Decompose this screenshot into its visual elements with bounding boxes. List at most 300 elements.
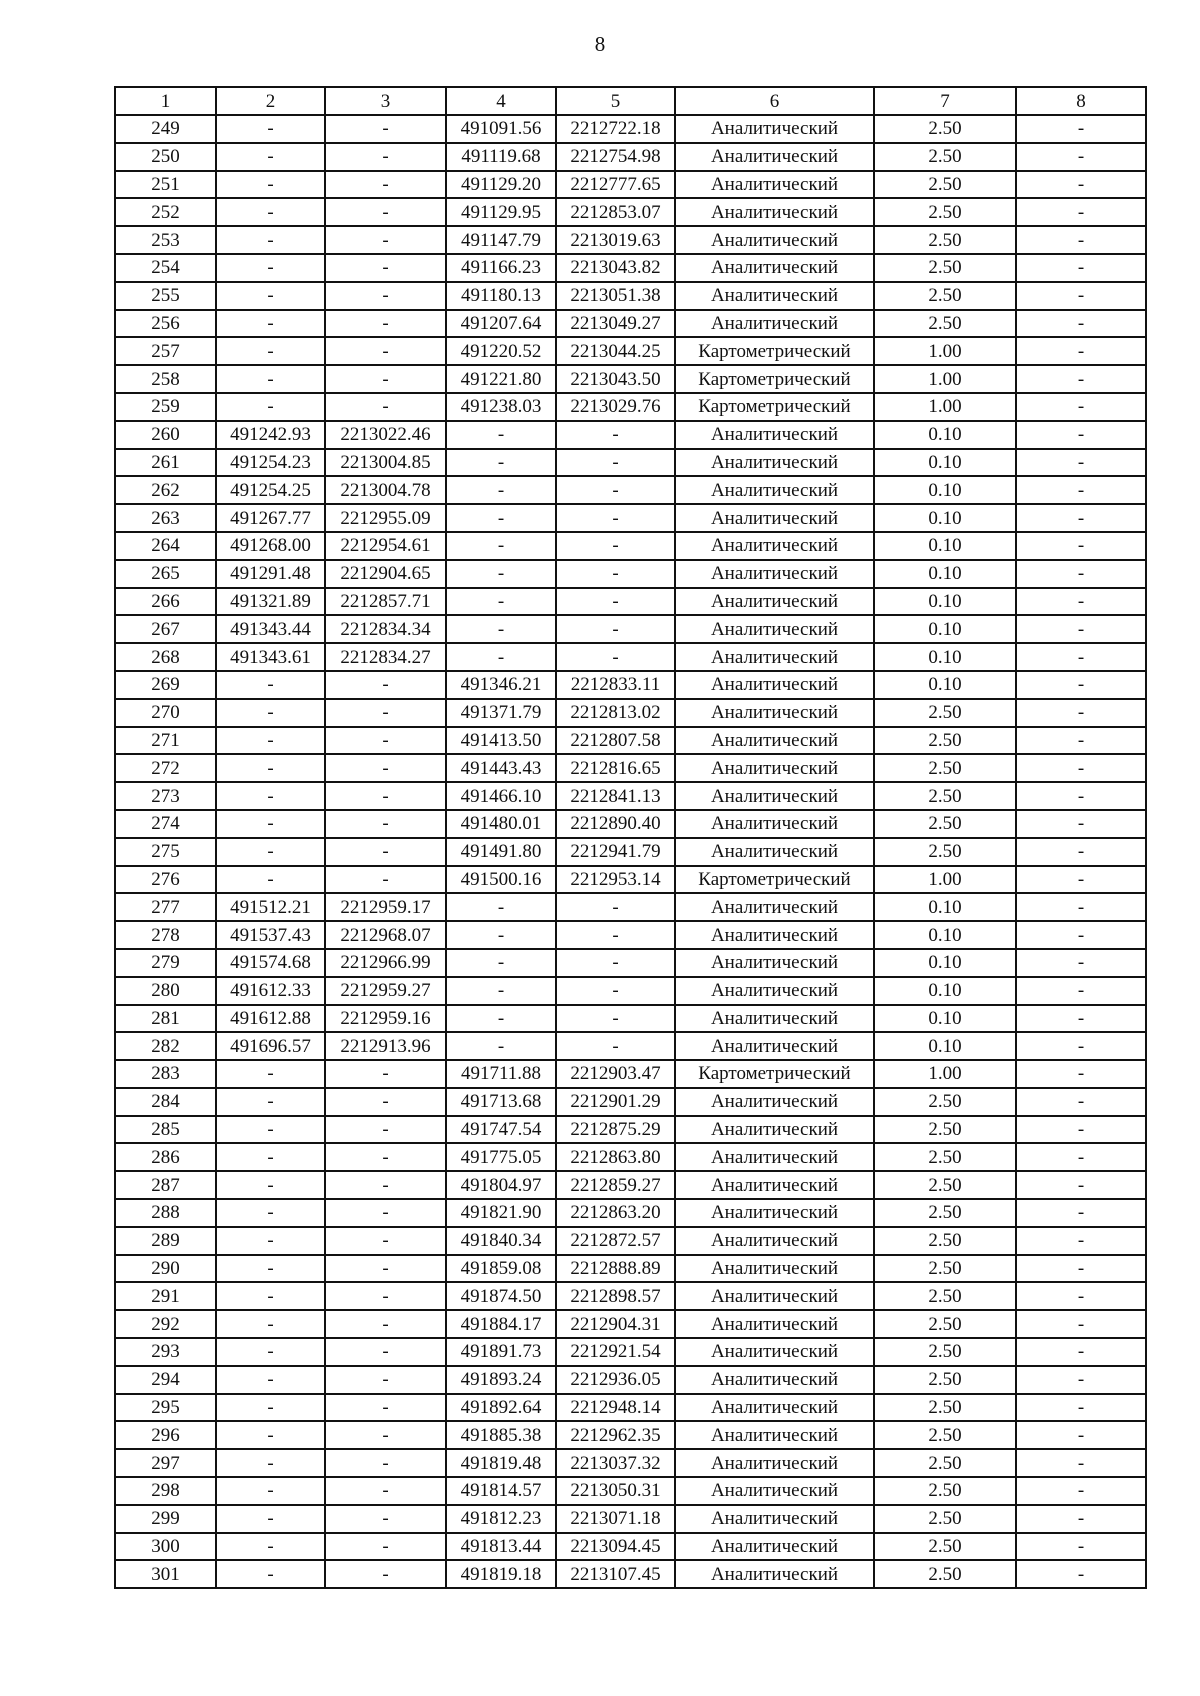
- table-row: [115, 337, 1146, 365]
- y-new-cell: -: [556, 532, 675, 560]
- method-cell: Картометрический: [675, 337, 874, 365]
- x-new-cell: -: [446, 921, 556, 949]
- y-new-cell: 2213050.31: [556, 1477, 675, 1505]
- accuracy-cell: 2.50: [874, 1088, 1016, 1116]
- x-new-cell: 491821.90: [446, 1199, 556, 1227]
- y-new-cell: 2213019.63: [556, 226, 675, 254]
- point-number-cell: 260: [115, 421, 216, 449]
- x-old-cell: -: [216, 810, 325, 838]
- method-cell: Аналитический: [675, 949, 874, 977]
- notes-cell: -: [1016, 1421, 1146, 1449]
- y-old-cell: 2212968.07: [325, 921, 446, 949]
- notes-cell: -: [1016, 1366, 1146, 1394]
- accuracy-cell: 2.50: [874, 282, 1016, 310]
- x-new-cell: -: [446, 893, 556, 921]
- y-new-cell: 2212953.14: [556, 866, 675, 894]
- table-row: [115, 1505, 1146, 1533]
- table-row: [115, 1255, 1146, 1283]
- method-cell: Аналитический: [675, 1421, 874, 1449]
- point-number-cell: 285: [115, 1116, 216, 1144]
- x-old-cell: 491291.48: [216, 560, 325, 588]
- point-number-cell: 299: [115, 1505, 216, 1533]
- point-number-cell: 269: [115, 671, 216, 699]
- accuracy-cell: 0.10: [874, 504, 1016, 532]
- y-old-cell: 2212913.96: [325, 1032, 446, 1060]
- y-new-cell: 2212853.07: [556, 198, 675, 226]
- table-row: [115, 198, 1146, 226]
- method-cell: Аналитический: [675, 1255, 874, 1283]
- accuracy-cell: 0.10: [874, 560, 1016, 588]
- x-new-cell: 491747.54: [446, 1116, 556, 1144]
- accuracy-cell: 2.50: [874, 254, 1016, 282]
- x-new-cell: -: [446, 949, 556, 977]
- x-new-cell: 491840.34: [446, 1227, 556, 1255]
- x-new-cell: 491466.10: [446, 782, 556, 810]
- table-row: [115, 421, 1146, 449]
- notes-cell: -: [1016, 310, 1146, 338]
- method-cell: Аналитический: [675, 1477, 874, 1505]
- table-row: [115, 143, 1146, 171]
- point-number-cell: 251: [115, 171, 216, 199]
- x-old-cell: -: [216, 1394, 325, 1422]
- notes-cell: -: [1016, 588, 1146, 616]
- x-old-cell: 491343.61: [216, 643, 325, 671]
- accuracy-cell: 0.10: [874, 421, 1016, 449]
- y-old-cell: -: [325, 1394, 446, 1422]
- accuracy-cell: 0.10: [874, 1005, 1016, 1033]
- x-old-cell: -: [216, 838, 325, 866]
- y-new-cell: 2213049.27: [556, 310, 675, 338]
- accuracy-cell: 2.50: [874, 1310, 1016, 1338]
- x-new-cell: 491812.23: [446, 1505, 556, 1533]
- y-old-cell: -: [325, 198, 446, 226]
- column-header: 3: [325, 87, 446, 115]
- y-old-cell: -: [325, 171, 446, 199]
- y-new-cell: 2212777.65: [556, 171, 675, 199]
- notes-cell: -: [1016, 1533, 1146, 1561]
- y-new-cell: -: [556, 560, 675, 588]
- point-number-cell: 279: [115, 949, 216, 977]
- table-row: [115, 1199, 1146, 1227]
- y-old-cell: -: [325, 810, 446, 838]
- notes-cell: -: [1016, 1282, 1146, 1310]
- x-new-cell: 491371.79: [446, 699, 556, 727]
- accuracy-cell: 2.50: [874, 1366, 1016, 1394]
- method-cell: Аналитический: [675, 1505, 874, 1533]
- table-row: [115, 1171, 1146, 1199]
- notes-cell: -: [1016, 337, 1146, 365]
- y-old-cell: -: [325, 782, 446, 810]
- x-old-cell: -: [216, 254, 325, 282]
- y-new-cell: -: [556, 643, 675, 671]
- x-new-cell: 491893.24: [446, 1366, 556, 1394]
- y-new-cell: -: [556, 893, 675, 921]
- y-old-cell: -: [325, 1060, 446, 1088]
- accuracy-cell: 2.50: [874, 171, 1016, 199]
- point-number-cell: 287: [115, 1171, 216, 1199]
- notes-cell: -: [1016, 727, 1146, 755]
- method-cell: Аналитический: [675, 1088, 874, 1116]
- method-cell: Аналитический: [675, 727, 874, 755]
- notes-cell: -: [1016, 1449, 1146, 1477]
- y-old-cell: -: [325, 1505, 446, 1533]
- point-number-cell: 254: [115, 254, 216, 282]
- table-row: [115, 254, 1146, 282]
- y-old-cell: -: [325, 1116, 446, 1144]
- notes-cell: -: [1016, 921, 1146, 949]
- table-row: [115, 782, 1146, 810]
- x-new-cell: 491713.68: [446, 1088, 556, 1116]
- table-row: [115, 504, 1146, 532]
- x-new-cell: 491813.44: [446, 1533, 556, 1561]
- accuracy-cell: 0.10: [874, 449, 1016, 477]
- y-old-cell: 2212904.65: [325, 560, 446, 588]
- accuracy-cell: 2.50: [874, 143, 1016, 171]
- accuracy-cell: 2.50: [874, 1255, 1016, 1283]
- y-new-cell: 2212898.57: [556, 1282, 675, 1310]
- y-old-cell: -: [325, 1366, 446, 1394]
- x-old-cell: -: [216, 1449, 325, 1477]
- x-old-cell: -: [216, 115, 325, 143]
- method-cell: Аналитический: [675, 615, 874, 643]
- accuracy-cell: 0.10: [874, 893, 1016, 921]
- point-number-cell: 278: [115, 921, 216, 949]
- method-cell: Аналитический: [675, 476, 874, 504]
- table-row: [115, 476, 1146, 504]
- x-old-cell: -: [216, 1143, 325, 1171]
- y-old-cell: 2212959.16: [325, 1005, 446, 1033]
- y-old-cell: -: [325, 115, 446, 143]
- table-row: [115, 893, 1146, 921]
- y-new-cell: 2213071.18: [556, 1505, 675, 1533]
- table-row: [115, 310, 1146, 338]
- y-new-cell: -: [556, 476, 675, 504]
- method-cell: Аналитический: [675, 643, 874, 671]
- table-row: [115, 532, 1146, 560]
- y-old-cell: -: [325, 1255, 446, 1283]
- table-row: [115, 949, 1146, 977]
- table-row: [115, 1227, 1146, 1255]
- point-number-cell: 267: [115, 615, 216, 643]
- notes-cell: -: [1016, 393, 1146, 421]
- notes-cell: -: [1016, 1310, 1146, 1338]
- table-row: [115, 838, 1146, 866]
- x-old-cell: 491512.21: [216, 893, 325, 921]
- notes-cell: -: [1016, 643, 1146, 671]
- method-cell: Аналитический: [675, 1199, 874, 1227]
- table-row: [115, 699, 1146, 727]
- x-new-cell: 491119.68: [446, 143, 556, 171]
- method-cell: Аналитический: [675, 1366, 874, 1394]
- notes-cell: -: [1016, 476, 1146, 504]
- method-cell: Аналитический: [675, 282, 874, 310]
- accuracy-cell: 2.50: [874, 810, 1016, 838]
- y-new-cell: 2213043.82: [556, 254, 675, 282]
- point-number-cell: 250: [115, 143, 216, 171]
- point-number-cell: 276: [115, 866, 216, 894]
- accuracy-cell: 2.50: [874, 1505, 1016, 1533]
- x-new-cell: 491443.43: [446, 754, 556, 782]
- method-cell: Аналитический: [675, 810, 874, 838]
- accuracy-cell: 2.50: [874, 1116, 1016, 1144]
- method-cell: Аналитический: [675, 532, 874, 560]
- method-cell: Аналитический: [675, 226, 874, 254]
- accuracy-cell: 2.50: [874, 115, 1016, 143]
- x-old-cell: 491242.93: [216, 421, 325, 449]
- x-new-cell: -: [446, 449, 556, 477]
- y-old-cell: 2213022.46: [325, 421, 446, 449]
- accuracy-cell: 0.10: [874, 615, 1016, 643]
- point-number-cell: 290: [115, 1255, 216, 1283]
- y-new-cell: 2212872.57: [556, 1227, 675, 1255]
- accuracy-cell: 0.10: [874, 1032, 1016, 1060]
- x-new-cell: 491166.23: [446, 254, 556, 282]
- method-cell: Картометрический: [675, 1060, 874, 1088]
- x-old-cell: -: [216, 1116, 325, 1144]
- coordinates-table: [114, 86, 1147, 1589]
- y-old-cell: -: [325, 1477, 446, 1505]
- table-row: [115, 1421, 1146, 1449]
- y-old-cell: -: [325, 254, 446, 282]
- notes-cell: -: [1016, 171, 1146, 199]
- x-new-cell: 491180.13: [446, 282, 556, 310]
- accuracy-cell: 1.00: [874, 365, 1016, 393]
- table-row: [115, 1533, 1146, 1561]
- y-new-cell: 2212901.29: [556, 1088, 675, 1116]
- y-old-cell: -: [325, 866, 446, 894]
- notes-cell: -: [1016, 893, 1146, 921]
- table-row: [115, 1282, 1146, 1310]
- column-header: 2: [216, 87, 325, 115]
- notes-cell: -: [1016, 1199, 1146, 1227]
- y-new-cell: 2212875.29: [556, 1116, 675, 1144]
- x-old-cell: -: [216, 1255, 325, 1283]
- x-new-cell: -: [446, 560, 556, 588]
- x-new-cell: 491091.56: [446, 115, 556, 143]
- notes-cell: -: [1016, 1338, 1146, 1366]
- notes-cell: -: [1016, 699, 1146, 727]
- notes-cell: -: [1016, 226, 1146, 254]
- y-new-cell: 2212936.05: [556, 1366, 675, 1394]
- notes-cell: -: [1016, 866, 1146, 894]
- x-new-cell: 491775.05: [446, 1143, 556, 1171]
- notes-cell: -: [1016, 282, 1146, 310]
- point-number-cell: 249: [115, 115, 216, 143]
- point-number-cell: 294: [115, 1366, 216, 1394]
- point-number-cell: 274: [115, 810, 216, 838]
- x-new-cell: 491819.48: [446, 1449, 556, 1477]
- x-old-cell: 491267.77: [216, 504, 325, 532]
- x-old-cell: -: [216, 1421, 325, 1449]
- table-row: [115, 449, 1146, 477]
- y-old-cell: 2212834.34: [325, 615, 446, 643]
- y-new-cell: 2212863.80: [556, 1143, 675, 1171]
- x-old-cell: 491537.43: [216, 921, 325, 949]
- point-number-cell: 265: [115, 560, 216, 588]
- y-old-cell: -: [325, 1533, 446, 1561]
- accuracy-cell: 0.10: [874, 921, 1016, 949]
- notes-cell: -: [1016, 1143, 1146, 1171]
- x-old-cell: -: [216, 727, 325, 755]
- table-row: [115, 1060, 1146, 1088]
- x-new-cell: 491147.79: [446, 226, 556, 254]
- y-old-cell: -: [325, 310, 446, 338]
- accuracy-cell: 0.10: [874, 588, 1016, 616]
- y-new-cell: 2212816.65: [556, 754, 675, 782]
- y-old-cell: -: [325, 838, 446, 866]
- point-number-cell: 282: [115, 1032, 216, 1060]
- x-old-cell: -: [216, 282, 325, 310]
- method-cell: Аналитический: [675, 198, 874, 226]
- point-number-cell: 284: [115, 1088, 216, 1116]
- x-old-cell: -: [216, 866, 325, 894]
- table-row: [115, 754, 1146, 782]
- y-old-cell: -: [325, 143, 446, 171]
- point-number-cell: 273: [115, 782, 216, 810]
- column-header: 6: [675, 87, 874, 115]
- accuracy-cell: 2.50: [874, 198, 1016, 226]
- x-new-cell: 491491.80: [446, 838, 556, 866]
- table-row: [115, 588, 1146, 616]
- point-number-cell: 297: [115, 1449, 216, 1477]
- y-new-cell: 2212888.89: [556, 1255, 675, 1283]
- y-old-cell: -: [325, 1282, 446, 1310]
- y-old-cell: -: [325, 1227, 446, 1255]
- x-old-cell: -: [216, 699, 325, 727]
- table-row: [115, 1366, 1146, 1394]
- method-cell: Картометрический: [675, 365, 874, 393]
- y-new-cell: 2212921.54: [556, 1338, 675, 1366]
- table-row: [115, 643, 1146, 671]
- method-cell: Аналитический: [675, 754, 874, 782]
- x-old-cell: 491574.68: [216, 949, 325, 977]
- accuracy-cell: 2.50: [874, 310, 1016, 338]
- x-new-cell: 491238.03: [446, 393, 556, 421]
- x-new-cell: 491711.88: [446, 1060, 556, 1088]
- x-old-cell: -: [216, 198, 325, 226]
- accuracy-cell: 2.50: [874, 1560, 1016, 1588]
- method-cell: Картометрический: [675, 393, 874, 421]
- table-row: [115, 977, 1146, 1005]
- notes-cell: -: [1016, 1088, 1146, 1116]
- x-new-cell: -: [446, 977, 556, 1005]
- table-row: [115, 282, 1146, 310]
- notes-cell: -: [1016, 1227, 1146, 1255]
- y-new-cell: -: [556, 921, 675, 949]
- method-cell: Аналитический: [675, 1394, 874, 1422]
- accuracy-cell: 0.10: [874, 977, 1016, 1005]
- x-new-cell: 491480.01: [446, 810, 556, 838]
- notes-cell: -: [1016, 754, 1146, 782]
- point-number-cell: 258: [115, 365, 216, 393]
- y-new-cell: -: [556, 421, 675, 449]
- x-new-cell: -: [446, 615, 556, 643]
- x-old-cell: -: [216, 143, 325, 171]
- accuracy-cell: 2.50: [874, 782, 1016, 810]
- notes-cell: -: [1016, 504, 1146, 532]
- notes-cell: -: [1016, 1116, 1146, 1144]
- y-old-cell: 2212959.17: [325, 893, 446, 921]
- x-old-cell: -: [216, 1310, 325, 1338]
- table-row: [115, 171, 1146, 199]
- method-cell: Аналитический: [675, 560, 874, 588]
- accuracy-cell: 0.10: [874, 532, 1016, 560]
- point-number-cell: 263: [115, 504, 216, 532]
- table-row: [115, 1310, 1146, 1338]
- y-old-cell: -: [325, 1421, 446, 1449]
- y-new-cell: -: [556, 1005, 675, 1033]
- accuracy-cell: 2.50: [874, 1421, 1016, 1449]
- column-header: 1: [115, 87, 216, 115]
- y-new-cell: 2212813.02: [556, 699, 675, 727]
- accuracy-cell: 2.50: [874, 1199, 1016, 1227]
- x-old-cell: -: [216, 171, 325, 199]
- x-old-cell: 491321.89: [216, 588, 325, 616]
- notes-cell: -: [1016, 782, 1146, 810]
- point-number-cell: 298: [115, 1477, 216, 1505]
- table-row: [115, 1116, 1146, 1144]
- y-new-cell: 2213044.25: [556, 337, 675, 365]
- x-old-cell: -: [216, 1171, 325, 1199]
- y-new-cell: 2213051.38: [556, 282, 675, 310]
- y-old-cell: -: [325, 1338, 446, 1366]
- notes-cell: -: [1016, 810, 1146, 838]
- notes-cell: -: [1016, 1060, 1146, 1088]
- y-old-cell: -: [325, 1199, 446, 1227]
- y-old-cell: 2213004.78: [325, 476, 446, 504]
- table-row: [115, 115, 1146, 143]
- table-row: [115, 921, 1146, 949]
- notes-cell: -: [1016, 1477, 1146, 1505]
- y-old-cell: -: [325, 1310, 446, 1338]
- y-new-cell: -: [556, 449, 675, 477]
- x-old-cell: -: [216, 1366, 325, 1394]
- accuracy-cell: 1.00: [874, 1060, 1016, 1088]
- y-new-cell: 2212962.35: [556, 1421, 675, 1449]
- x-old-cell: -: [216, 1060, 325, 1088]
- y-old-cell: -: [325, 1171, 446, 1199]
- method-cell: Аналитический: [675, 699, 874, 727]
- y-old-cell: 2213004.85: [325, 449, 446, 477]
- y-new-cell: 2212833.11: [556, 671, 675, 699]
- accuracy-cell: 2.50: [874, 1533, 1016, 1561]
- point-number-cell: 271: [115, 727, 216, 755]
- y-old-cell: -: [325, 365, 446, 393]
- x-old-cell: 491254.25: [216, 476, 325, 504]
- x-old-cell: -: [216, 1088, 325, 1116]
- y-old-cell: 2212966.99: [325, 949, 446, 977]
- x-new-cell: 491221.80: [446, 365, 556, 393]
- x-old-cell: -: [216, 1199, 325, 1227]
- method-cell: Аналитический: [675, 1143, 874, 1171]
- point-number-cell: 262: [115, 476, 216, 504]
- method-cell: Аналитический: [675, 1533, 874, 1561]
- notes-cell: -: [1016, 615, 1146, 643]
- x-new-cell: 491500.16: [446, 866, 556, 894]
- y-old-cell: -: [325, 699, 446, 727]
- point-number-cell: 292: [115, 1310, 216, 1338]
- y-old-cell: 2212857.71: [325, 588, 446, 616]
- method-cell: Аналитический: [675, 171, 874, 199]
- point-number-cell: 288: [115, 1199, 216, 1227]
- y-old-cell: -: [325, 282, 446, 310]
- accuracy-cell: 2.50: [874, 1227, 1016, 1255]
- method-cell: Аналитический: [675, 921, 874, 949]
- notes-cell: -: [1016, 560, 1146, 588]
- y-new-cell: 2213043.50: [556, 365, 675, 393]
- accuracy-cell: 1.00: [874, 337, 1016, 365]
- point-number-cell: 256: [115, 310, 216, 338]
